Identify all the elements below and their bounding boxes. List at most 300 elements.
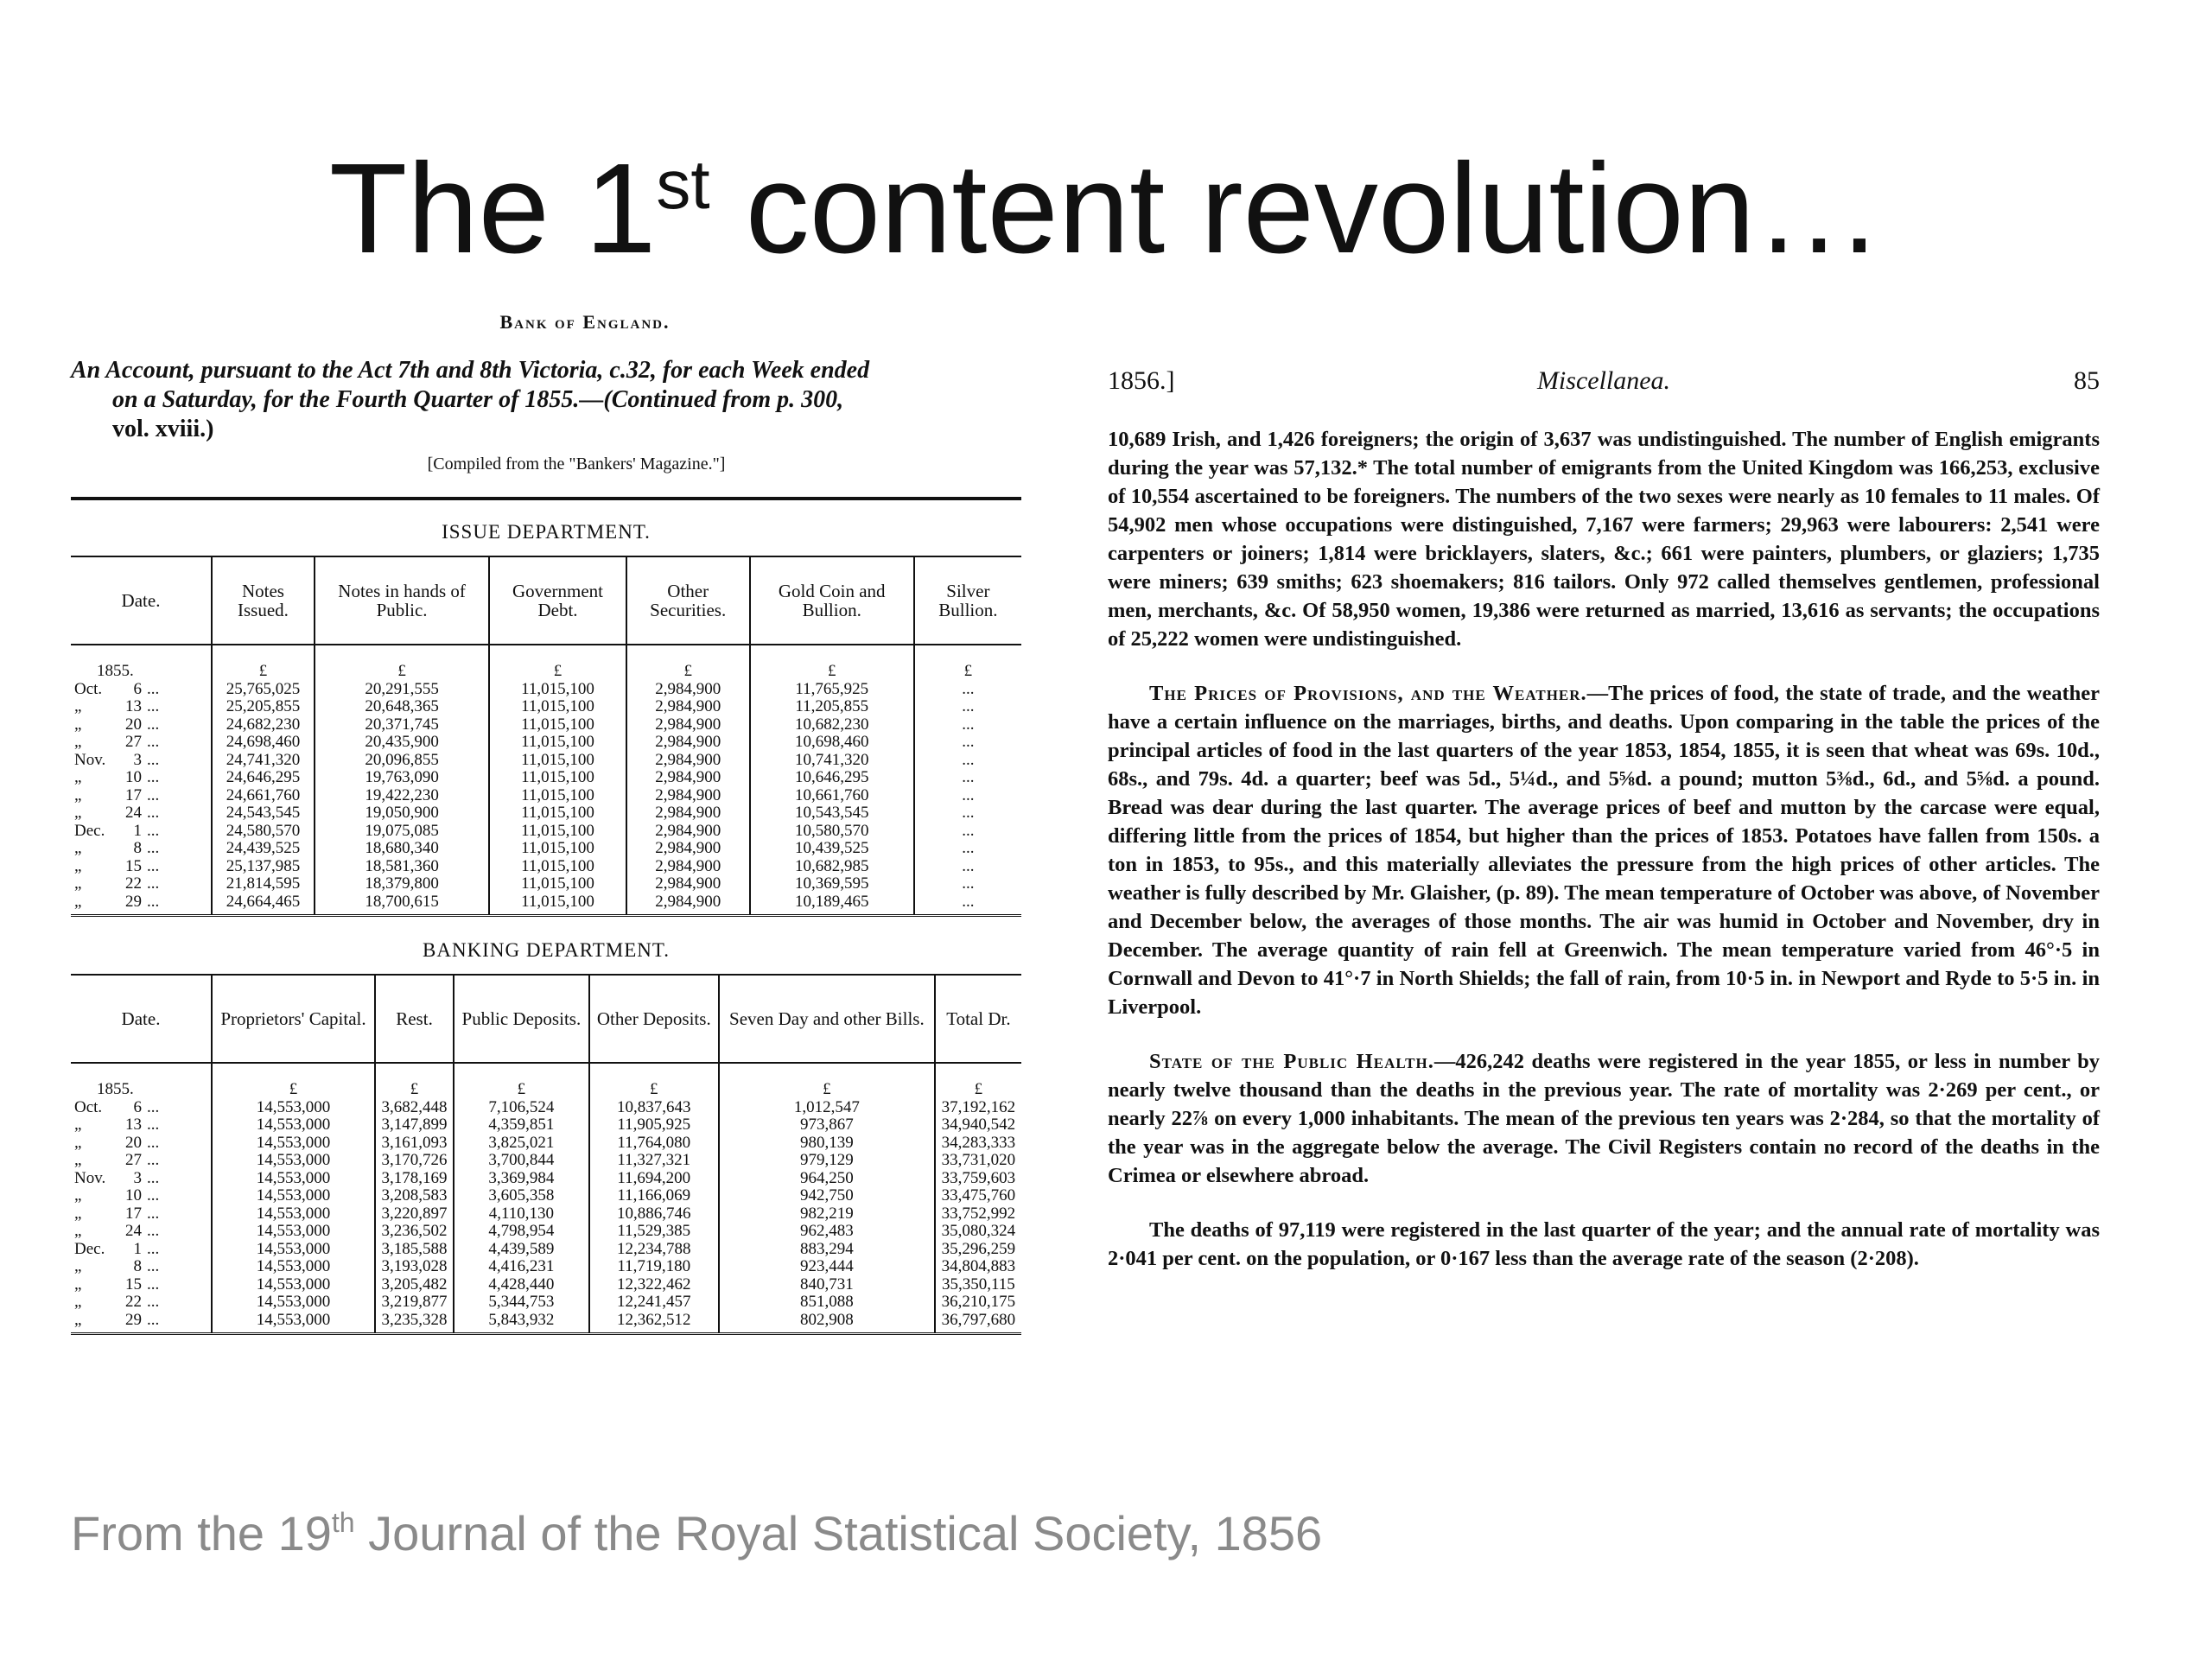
value-cell: ... bbox=[914, 875, 1021, 893]
date-dots: ... bbox=[147, 697, 160, 715]
value-cell: 24,580,570 bbox=[212, 823, 315, 841]
value-cell: 4,798,954 bbox=[454, 1223, 589, 1241]
value-cell: 20,291,555 bbox=[315, 681, 489, 699]
value-cell: 20,435,900 bbox=[315, 734, 489, 752]
value-cell: 18,680,340 bbox=[315, 840, 489, 858]
day-label: 22 bbox=[125, 874, 142, 893]
table-row bbox=[71, 1258, 1021, 1276]
date-dots: ... bbox=[147, 804, 160, 822]
value-cell: 4,110,130 bbox=[454, 1205, 589, 1224]
value-cell: 18,581,360 bbox=[315, 858, 489, 876]
column-header: Public Deposits. bbox=[454, 975, 589, 1063]
unit-cell: £ bbox=[212, 1063, 375, 1099]
table-row bbox=[71, 681, 1021, 699]
value-cell: 11,905,925 bbox=[589, 1116, 719, 1135]
column-header: Silver Bullion. bbox=[914, 556, 1021, 645]
date-cell bbox=[71, 787, 212, 805]
value-cell: 11,015,100 bbox=[489, 840, 626, 858]
day-label: 8 bbox=[133, 1257, 142, 1275]
value-cell: 973,867 bbox=[719, 1116, 935, 1135]
date-cell bbox=[71, 1187, 212, 1205]
value-cell: 964,250 bbox=[719, 1170, 935, 1188]
date-cell bbox=[71, 1135, 212, 1153]
value-cell: 24,646,295 bbox=[212, 769, 315, 787]
value-cell: ... bbox=[914, 840, 1021, 858]
date-dots: ... bbox=[147, 874, 160, 893]
value-cell: 2,984,900 bbox=[626, 840, 750, 858]
value-cell: 2,984,900 bbox=[626, 804, 750, 823]
day-label: 13 bbox=[125, 1116, 142, 1134]
table-row bbox=[71, 1187, 1021, 1205]
provisions-paragraph: The Prices of Provisions, and the Weather.—The prices of food, the state of trade, and the weather have a certain influence on the marriages, births, and deaths. Upon comparing in the table the prices of the principal articles of food in the last quarters of the year 1853, 1854, 1855, it is seen that wheat was 69s. 10d., 68s., and 79s. 4d. a quarter; beef was 5d., 5¼d., and 5⅝d. a pound; mutton 5⅜d., 6d., and 5⅝d. a pound. Bread was dear during the last quarter. The average prices of beef and mutton by the carcase were equal, differing little from the prices of 1854, but higher than the prices of 1853. Potatoes have fallen from 150s. a ton in 1853, to 95s., and this materially alleviates the pressure from the high prices of other articles. The weather is fully described by Mr. Glaisher, (p. 89). The mean temperature of October was above, of November and December below, the averages of those months. The air was humid in October and November, dry in December. The average quantity of rain fell at Greenwich. The mean temperature varied from 46°·5 in Cornwall and Devon to 41°·7 in North Shields; the fall of rain, from 10·5 in. in Newport and Ryde to 5·5 in. in Liverpool. bbox=[1108, 682, 2100, 1019]
date-dots: ... bbox=[147, 1239, 160, 1258]
value-cell: 10,189,465 bbox=[750, 893, 914, 916]
value-cell: 11,166,069 bbox=[589, 1187, 719, 1205]
value-cell: 840,731 bbox=[719, 1276, 935, 1294]
value-cell: ... bbox=[914, 752, 1021, 770]
date-cell bbox=[71, 1258, 212, 1276]
value-cell: 36,797,680 bbox=[935, 1312, 1021, 1334]
day-label: 10 bbox=[125, 768, 142, 786]
month-label: „ bbox=[74, 1133, 82, 1152]
value-cell: 923,444 bbox=[719, 1258, 935, 1276]
month-label: „ bbox=[74, 733, 82, 751]
running-head bbox=[1108, 366, 2100, 401]
value-cell: 2,984,900 bbox=[626, 752, 750, 770]
value-cell: 33,752,992 bbox=[935, 1205, 1021, 1224]
value-cell: 21,814,595 bbox=[212, 875, 315, 893]
month-label: „ bbox=[74, 1310, 82, 1329]
month-label: Dec. bbox=[74, 1239, 105, 1258]
value-cell: 14,553,000 bbox=[212, 1170, 375, 1188]
value-cell: 12,322,462 bbox=[589, 1276, 719, 1294]
unit-cell: £ bbox=[375, 1063, 454, 1099]
column-header: Proprietors' Capital. bbox=[212, 975, 375, 1063]
value-cell: 36,210,175 bbox=[935, 1294, 1021, 1312]
column-header: Rest. bbox=[375, 975, 454, 1063]
date-dots: ... bbox=[147, 1116, 160, 1134]
value-cell: 3,161,093 bbox=[375, 1135, 454, 1153]
value-cell: 12,362,512 bbox=[589, 1312, 719, 1334]
value-cell: 14,553,000 bbox=[212, 1205, 375, 1224]
value-cell: 10,661,760 bbox=[750, 787, 914, 805]
value-cell: 12,241,457 bbox=[589, 1294, 719, 1312]
value-cell: 3,147,899 bbox=[375, 1116, 454, 1135]
page-number: 85 bbox=[2074, 366, 2100, 395]
table-row bbox=[71, 752, 1021, 770]
value-cell: 19,763,090 bbox=[315, 769, 489, 787]
value-cell: 11,529,385 bbox=[589, 1223, 719, 1241]
date-dots: ... bbox=[147, 715, 160, 734]
value-cell: 11,764,080 bbox=[589, 1135, 719, 1153]
value-cell: 11,015,100 bbox=[489, 698, 626, 716]
day-label: 22 bbox=[125, 1293, 142, 1311]
value-cell: 11,015,100 bbox=[489, 787, 626, 805]
column-header: Other Securities. bbox=[626, 556, 750, 645]
day-label: 29 bbox=[125, 892, 142, 911]
value-cell: 10,580,570 bbox=[750, 823, 914, 841]
month-label: Oct. bbox=[74, 1097, 103, 1116]
day-label: 10 bbox=[125, 1186, 142, 1205]
month-label: „ bbox=[74, 1222, 82, 1240]
day-label: 20 bbox=[125, 1133, 142, 1152]
banking-department-title: BANKING DEPARTMENT. bbox=[423, 939, 670, 961]
date-cell bbox=[71, 1276, 212, 1294]
date-dots: ... bbox=[147, 1310, 160, 1329]
value-cell: 14,553,000 bbox=[212, 1116, 375, 1135]
value-cell: 19,422,230 bbox=[315, 787, 489, 805]
date-cell bbox=[71, 1170, 212, 1188]
unit-cell: £ bbox=[626, 645, 750, 681]
value-cell: 12,234,788 bbox=[589, 1241, 719, 1259]
date-dots: ... bbox=[147, 1186, 160, 1205]
day-label: 17 bbox=[125, 785, 142, 804]
date-dots: ... bbox=[147, 1222, 160, 1240]
table-row bbox=[71, 769, 1021, 787]
value-cell: 11,015,100 bbox=[489, 875, 626, 893]
value-cell: 34,283,333 bbox=[935, 1135, 1021, 1153]
value-cell: 14,553,000 bbox=[212, 1152, 375, 1170]
value-cell: 35,350,115 bbox=[935, 1276, 1021, 1294]
table-row bbox=[71, 787, 1021, 805]
table-row bbox=[71, 1294, 1021, 1312]
value-cell: 982,219 bbox=[719, 1205, 935, 1224]
value-cell: 10,682,230 bbox=[750, 716, 914, 734]
value-cell: 3,170,726 bbox=[375, 1152, 454, 1170]
page-year: 1856.] bbox=[1108, 366, 1175, 395]
unit-cell: £ bbox=[589, 1063, 719, 1099]
value-cell: 19,075,085 bbox=[315, 823, 489, 841]
month-label: „ bbox=[74, 1186, 82, 1205]
value-cell: 25,205,855 bbox=[212, 698, 315, 716]
section-title: Miscellanea. bbox=[1536, 366, 1671, 395]
day-label: 15 bbox=[125, 856, 142, 875]
unit-cell: £ bbox=[315, 645, 489, 681]
value-cell: 14,553,000 bbox=[212, 1099, 375, 1117]
date-cell bbox=[71, 1205, 212, 1224]
unit-cell: £ bbox=[914, 645, 1021, 681]
value-cell: 3,235,328 bbox=[375, 1312, 454, 1334]
column-header: Notes Issued. bbox=[212, 556, 315, 645]
value-cell: 14,553,000 bbox=[212, 1135, 375, 1153]
account-heading: An Account, pursuant to the Act 7th and 8th Victoria, c.32, for each Week ended on a Saturday, for the Fourth Quarter of 1855.—(Continued from p. 300, vol. xviii.) bbox=[71, 357, 870, 442]
value-cell: 3,208,583 bbox=[375, 1187, 454, 1205]
value-cell: 10,439,525 bbox=[750, 840, 914, 858]
value-cell: ... bbox=[914, 787, 1021, 805]
value-cell: ... bbox=[914, 804, 1021, 823]
table-row bbox=[71, 823, 1021, 841]
month-label: Oct. bbox=[74, 679, 103, 698]
month-label: Dec. bbox=[74, 821, 105, 840]
date-cell bbox=[71, 1099, 212, 1117]
month-label: „ bbox=[74, 1116, 82, 1134]
table-row bbox=[71, 734, 1021, 752]
value-cell: 3,220,897 bbox=[375, 1205, 454, 1224]
month-label: „ bbox=[74, 874, 82, 893]
day-label: 3 bbox=[133, 1168, 142, 1187]
day-label: 17 bbox=[125, 1204, 142, 1223]
value-cell: 11,205,855 bbox=[750, 698, 914, 716]
value-cell: 37,192,162 bbox=[935, 1099, 1021, 1117]
table-row bbox=[71, 716, 1021, 734]
column-header: Gold Coin and Bullion. bbox=[750, 556, 914, 645]
value-cell: 10,698,460 bbox=[750, 734, 914, 752]
date-dots: ... bbox=[147, 750, 160, 769]
column-header: Government Debt. bbox=[489, 556, 626, 645]
value-cell: 3,205,482 bbox=[375, 1276, 454, 1294]
date-dots: ... bbox=[147, 1151, 160, 1169]
column-header: Date. bbox=[71, 975, 212, 1063]
column-header: Total Dr. bbox=[935, 975, 1021, 1063]
date-dots: ... bbox=[147, 1257, 160, 1275]
value-cell: ... bbox=[914, 893, 1021, 916]
value-cell: ... bbox=[914, 858, 1021, 876]
date-dots: ... bbox=[147, 1133, 160, 1152]
column-header: Other Deposits. bbox=[589, 975, 719, 1063]
emigration-paragraph: 10,689 Irish, and 1,426 foreigners; the origin of 3,637 was undistinguished. The number of English emigrants during the year was 57,132.* The total number of emigrants from the United Kingdom was 166,253, exclusive of 10,554 ascertained to be foreigners. The numbers of the two sexes were nearly as 10 females to 11 males. Of 54,902 men whose occupations were distinguished, 7,167 were farmers; 29,963 were labourers: 2,541 were carpenters or joiners; 1,814 were bricklayers, slaters, &c.; 661 were painters, plumbers, or glaziers; 1,735 were miners; 639 smiths; 623 shoemakers; 816 tailors. Only 972 called themselves gentlemen, professional men, merchants, &c. Of 58,950 women, 19,386 were returned as married, 13,616 as servants; the occupations of 25,222 women were undistinguished. bbox=[1108, 428, 2100, 651]
day-label: 24 bbox=[125, 804, 142, 822]
date-cell bbox=[71, 1294, 212, 1312]
value-cell: 883,294 bbox=[719, 1241, 935, 1259]
value-cell: 3,219,877 bbox=[375, 1294, 454, 1312]
month-label: „ bbox=[74, 1274, 82, 1294]
value-cell: 5,344,753 bbox=[454, 1294, 589, 1312]
value-cell: 19,050,900 bbox=[315, 804, 489, 823]
value-cell: 33,475,760 bbox=[935, 1187, 1021, 1205]
date-dots: ... bbox=[147, 1097, 160, 1116]
table-row bbox=[71, 893, 1021, 916]
value-cell: 3,682,448 bbox=[375, 1099, 454, 1117]
date-dots: ... bbox=[147, 679, 160, 698]
date-cell bbox=[71, 698, 212, 716]
date-cell bbox=[71, 734, 212, 752]
unit-cell: £ bbox=[454, 1063, 589, 1099]
value-cell: 3,825,021 bbox=[454, 1135, 589, 1153]
table-row bbox=[71, 1223, 1021, 1241]
value-cell: 35,296,259 bbox=[935, 1241, 1021, 1259]
value-cell: 11,015,100 bbox=[489, 716, 626, 734]
value-cell: 18,700,615 bbox=[315, 893, 489, 916]
month-label: Nov. bbox=[74, 750, 106, 769]
date-cell bbox=[71, 1312, 212, 1334]
value-cell: 11,015,100 bbox=[489, 734, 626, 752]
units-row bbox=[71, 645, 1021, 681]
month-label: „ bbox=[74, 856, 82, 875]
value-cell: 20,648,365 bbox=[315, 698, 489, 716]
date-dots: ... bbox=[147, 1274, 160, 1294]
header-row bbox=[71, 975, 1021, 1063]
date-cell bbox=[71, 752, 212, 770]
date-cell bbox=[71, 1223, 212, 1241]
table-row bbox=[71, 875, 1021, 893]
value-cell: 11,719,180 bbox=[589, 1258, 719, 1276]
date-cell bbox=[71, 681, 212, 699]
value-cell: 1,012,547 bbox=[719, 1099, 935, 1117]
value-cell: 11,694,200 bbox=[589, 1170, 719, 1188]
value-cell: ... bbox=[914, 734, 1021, 752]
value-cell: 3,605,358 bbox=[454, 1187, 589, 1205]
date-dots: ... bbox=[147, 821, 160, 840]
date-dots: ... bbox=[147, 1204, 160, 1223]
compiled-note: [Compiled from the "Bankers' Magazine."] bbox=[427, 454, 726, 474]
source-caption: From the 19th Journal of the Royal Statistical Society, 1856 bbox=[71, 1506, 1323, 1560]
table-row bbox=[71, 1116, 1021, 1135]
value-cell: 33,731,020 bbox=[935, 1152, 1021, 1170]
table-row bbox=[71, 858, 1021, 876]
day-label: 13 bbox=[125, 697, 142, 715]
value-cell: 3,178,169 bbox=[375, 1170, 454, 1188]
value-cell: 14,553,000 bbox=[212, 1294, 375, 1312]
unit-cell: £ bbox=[750, 645, 914, 681]
units-row bbox=[71, 1063, 1021, 1099]
value-cell: 14,553,000 bbox=[212, 1276, 375, 1294]
banking-department-table bbox=[71, 974, 1021, 1335]
value-cell: ... bbox=[914, 823, 1021, 841]
value-cell: 10,543,545 bbox=[750, 804, 914, 823]
value-cell: 11,015,100 bbox=[489, 681, 626, 699]
value-cell: 4,359,851 bbox=[454, 1116, 589, 1135]
value-cell: 2,984,900 bbox=[626, 681, 750, 699]
deaths-paragraph: The deaths of 97,119 were registered in the last quarter of the year; and the annual rate of mortality was 2·041 per cent. on the population, or 0·167 less than the average rate of the season (2·208). bbox=[1108, 1218, 2100, 1270]
slide-title: The 1st content revolution… bbox=[328, 137, 1884, 280]
value-cell: 2,984,900 bbox=[626, 716, 750, 734]
day-label: 15 bbox=[125, 1274, 142, 1294]
month-label: „ bbox=[74, 697, 82, 715]
value-cell: 24,543,545 bbox=[212, 804, 315, 823]
value-cell: 25,137,985 bbox=[212, 858, 315, 876]
value-cell: 10,741,320 bbox=[750, 752, 914, 770]
table-row bbox=[71, 698, 1021, 716]
value-cell: 20,096,855 bbox=[315, 752, 489, 770]
value-cell: 10,837,643 bbox=[589, 1099, 719, 1117]
value-cell: 24,698,460 bbox=[212, 734, 315, 752]
table-row bbox=[71, 840, 1021, 858]
date-cell bbox=[71, 875, 212, 893]
month-label: „ bbox=[74, 1257, 82, 1275]
value-cell: 18,379,800 bbox=[315, 875, 489, 893]
value-cell: ... bbox=[914, 716, 1021, 734]
issue-department-title: ISSUE DEPARTMENT. bbox=[442, 521, 651, 543]
day-label: 6 bbox=[133, 1097, 142, 1116]
month-label: „ bbox=[74, 1151, 82, 1169]
value-cell: ... bbox=[914, 769, 1021, 787]
date-dots: ... bbox=[147, 839, 160, 857]
value-cell: 14,553,000 bbox=[212, 1312, 375, 1334]
value-cell: 14,553,000 bbox=[212, 1223, 375, 1241]
date-dots: ... bbox=[147, 768, 160, 786]
month-label: „ bbox=[74, 804, 82, 822]
value-cell: 20,371,745 bbox=[315, 716, 489, 734]
value-cell: 24,664,465 bbox=[212, 893, 315, 916]
value-cell: 4,439,589 bbox=[454, 1241, 589, 1259]
month-label: „ bbox=[74, 839, 82, 857]
day-label: 1 bbox=[133, 821, 142, 840]
date-dots: ... bbox=[147, 1168, 160, 1187]
day-label: 3 bbox=[133, 750, 142, 769]
day-label: 24 bbox=[125, 1222, 142, 1240]
value-cell: 2,984,900 bbox=[626, 858, 750, 876]
value-cell: 11,765,925 bbox=[750, 681, 914, 699]
date-cell bbox=[71, 1116, 212, 1135]
value-cell: 24,439,525 bbox=[212, 840, 315, 858]
value-cell: 25,765,025 bbox=[212, 681, 315, 699]
date-cell bbox=[71, 804, 212, 823]
day-label: 1 bbox=[133, 1239, 142, 1258]
table-row bbox=[71, 1099, 1021, 1117]
date-dots: ... bbox=[147, 856, 160, 875]
date-cell bbox=[71, 716, 212, 734]
value-cell: 14,553,000 bbox=[212, 1258, 375, 1276]
divider bbox=[71, 497, 1021, 500]
value-cell: 24,661,760 bbox=[212, 787, 315, 805]
value-cell: 34,940,542 bbox=[935, 1116, 1021, 1135]
unit-cell: £ bbox=[212, 645, 315, 681]
table-row bbox=[71, 1152, 1021, 1170]
value-cell: 11,327,321 bbox=[589, 1152, 719, 1170]
issue-department-table bbox=[71, 556, 1021, 917]
date-cell bbox=[71, 1152, 212, 1170]
bank-heading: Bank of England. bbox=[499, 311, 671, 333]
value-cell: 33,759,603 bbox=[935, 1170, 1021, 1188]
value-cell: 3,369,984 bbox=[454, 1170, 589, 1188]
value-cell: 2,984,900 bbox=[626, 875, 750, 893]
value-cell: 11,015,100 bbox=[489, 769, 626, 787]
column-header: Seven Day and other Bills. bbox=[719, 975, 935, 1063]
value-cell: 14,553,000 bbox=[212, 1241, 375, 1259]
date-cell bbox=[71, 823, 212, 841]
value-cell: 11,015,100 bbox=[489, 893, 626, 916]
month-label: „ bbox=[74, 892, 82, 911]
column-header: Date. bbox=[71, 556, 212, 645]
table-row bbox=[71, 1205, 1021, 1224]
value-cell: 942,750 bbox=[719, 1187, 935, 1205]
value-cell: 4,428,440 bbox=[454, 1276, 589, 1294]
value-cell: 2,984,900 bbox=[626, 698, 750, 716]
date-dots: ... bbox=[147, 785, 160, 804]
day-label: 8 bbox=[133, 839, 142, 857]
day-label: 27 bbox=[125, 1151, 142, 1169]
day-label: 27 bbox=[125, 733, 142, 751]
value-cell: 979,129 bbox=[719, 1152, 935, 1170]
date-cell bbox=[71, 893, 212, 916]
value-cell: 11,015,100 bbox=[489, 752, 626, 770]
value-cell: 11,015,100 bbox=[489, 823, 626, 841]
value-cell: 980,139 bbox=[719, 1135, 935, 1153]
value-cell: 24,741,320 bbox=[212, 752, 315, 770]
day-label: 6 bbox=[133, 679, 142, 698]
value-cell: 802,908 bbox=[719, 1312, 935, 1334]
value-cell: 34,804,883 bbox=[935, 1258, 1021, 1276]
miscellanea-scan bbox=[1108, 366, 2100, 1273]
value-cell: 11,015,100 bbox=[489, 804, 626, 823]
date-dots: ... bbox=[147, 1293, 160, 1311]
month-label: Nov. bbox=[74, 1168, 106, 1187]
value-cell: 35,080,324 bbox=[935, 1223, 1021, 1241]
column-header: Notes in hands of Public. bbox=[315, 556, 489, 645]
value-cell: 3,700,844 bbox=[454, 1152, 589, 1170]
date-cell bbox=[71, 840, 212, 858]
year-cell: 1855. bbox=[97, 1080, 134, 1098]
header-row bbox=[71, 556, 1021, 645]
value-cell: 3,236,502 bbox=[375, 1223, 454, 1241]
table-row bbox=[71, 1276, 1021, 1294]
month-label: „ bbox=[74, 715, 82, 734]
value-cell: 3,185,588 bbox=[375, 1241, 454, 1259]
month-label: „ bbox=[74, 1293, 82, 1311]
month-label: „ bbox=[74, 1204, 82, 1223]
value-cell: 10,886,746 bbox=[589, 1205, 719, 1224]
value-cell: 2,984,900 bbox=[626, 734, 750, 752]
